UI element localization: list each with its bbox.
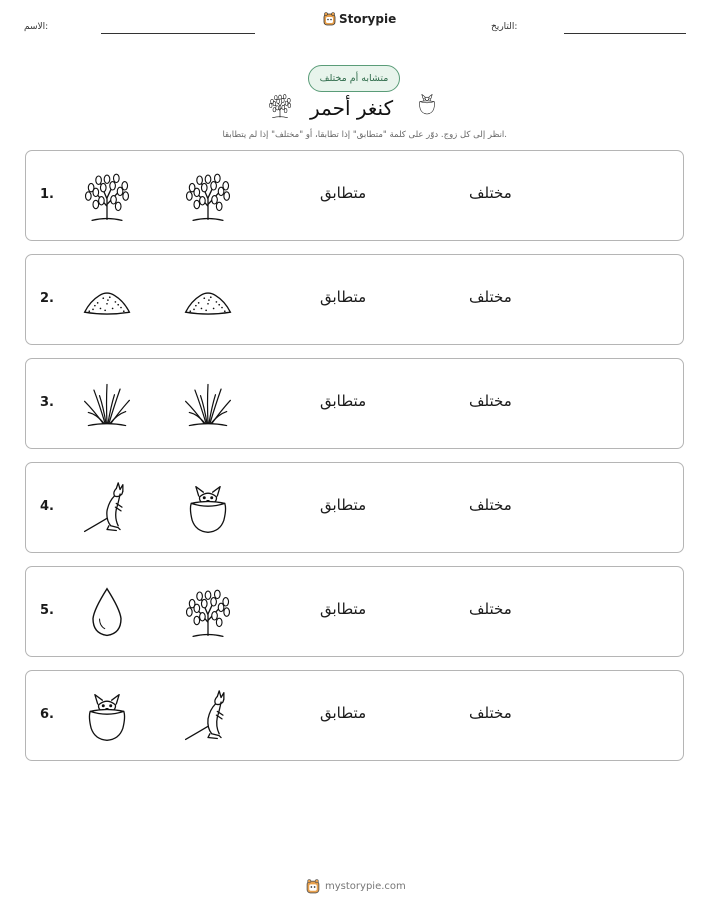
storypie-mascot-icon [306,879,320,894]
date-field[interactable] [564,33,686,34]
row-number: 4. [40,499,54,514]
name-label: الاسم: [24,22,49,32]
bush-icon [266,92,294,120]
sand-pile-icon [79,273,135,329]
differ-option[interactable]: مختلف [469,600,512,618]
question-row-1 [25,150,684,241]
joey-pouch-icon [79,689,135,745]
sand-pile-icon [180,273,236,329]
match-option[interactable]: متطابق [320,496,367,514]
question-row-2 [25,254,684,345]
footer-site-link[interactable]: mystorypie.com [325,881,406,892]
brand-name: Storypie [339,12,397,26]
bush-icon [79,169,135,225]
row-number: 3. [40,395,54,410]
bush-icon [180,585,236,641]
row-number: 6. [40,707,54,722]
instructions: انظر إلى كل زوج. دوّر على كلمة "متطابق" إذا تطابقا، أو "مختلف" إذا لم يتطابقا. [222,130,507,140]
question-row-5 [25,566,684,657]
worksheet-type-badge: متشابه أم مختلف [308,65,400,92]
bush-icon [180,169,236,225]
question-row-4 [25,462,684,553]
joey-pouch-icon [180,481,236,537]
match-option[interactable]: متطابق [320,184,367,202]
question-row-6 [25,670,684,761]
differ-option[interactable]: مختلف [469,496,512,514]
kangaroo-icon [180,689,236,745]
grass-icon [180,377,236,433]
match-option[interactable]: متطابق [320,704,367,722]
match-option[interactable]: متطابق [320,392,367,410]
row-number: 2. [40,291,54,306]
differ-option[interactable]: مختلف [469,392,512,410]
kangaroo-icon [79,481,135,537]
question-row-3 [25,358,684,449]
joey-pouch-icon [415,91,439,117]
match-option[interactable]: متطابق [320,600,367,618]
match-option[interactable]: متطابق [320,288,367,306]
storypie-mascot-icon [323,12,336,26]
differ-option[interactable]: مختلف [469,288,512,306]
row-number: 5. [40,603,54,618]
differ-option[interactable]: مختلف [469,184,512,202]
row-number: 1. [40,187,54,202]
differ-option[interactable]: مختلف [469,704,512,722]
water-drop-icon [79,585,135,641]
grass-icon [79,377,135,433]
name-field[interactable] [101,33,255,34]
date-label: التاريخ: [491,22,518,32]
brand-logo [323,12,396,26]
footer [306,879,406,894]
page-title: كنغر أحمر [310,96,394,120]
